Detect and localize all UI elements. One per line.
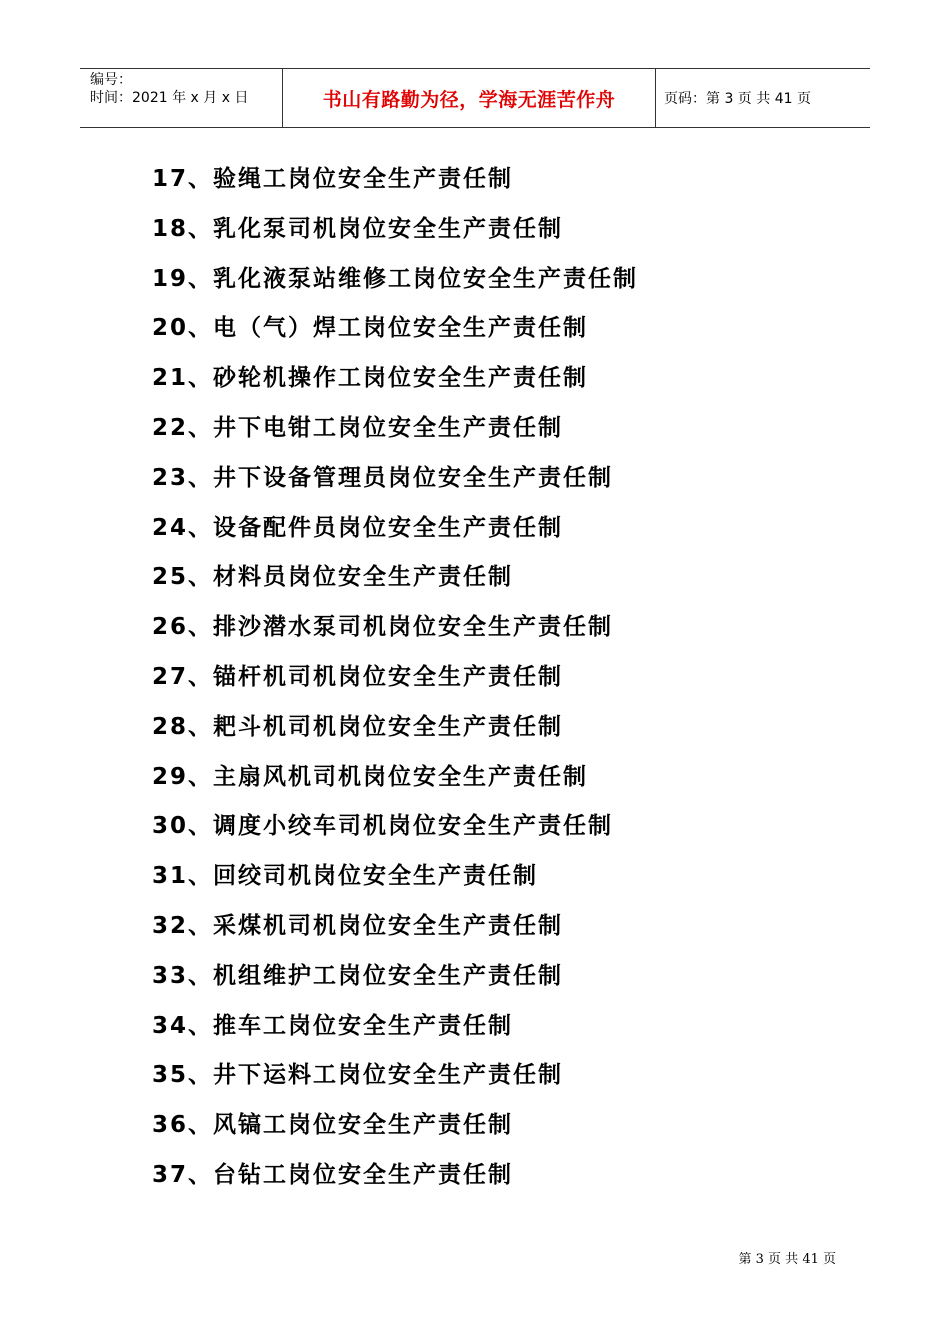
document-time-label: 时间：2021 年 x 月 x 日 xyxy=(90,90,249,106)
list-item: 31、回绞司机岗位安全生产责任制 xyxy=(152,863,539,890)
list-item: 30、调度小绞车司机岗位安全生产责任制 xyxy=(152,813,614,840)
list-item: 20、电（气）焊工岗位安全生产责任制 xyxy=(152,315,589,342)
list-item: 36、风镐工岗位安全生产责任制 xyxy=(152,1112,514,1139)
list-item: 21、砂轮机操作工岗位安全生产责任制 xyxy=(152,365,589,392)
list-item: 17、验绳工岗位安全生产责任制 xyxy=(152,166,514,192)
list-item: 19、乳化液泵站维修工岗位安全生产责任制 xyxy=(152,265,639,292)
list-item: 29、主扇风机司机岗位安全生产责任制 xyxy=(152,763,589,790)
list-item: 37、台钻工岗位安全生产责任制 xyxy=(152,1161,514,1188)
page-header xyxy=(80,68,870,128)
list-item: 23、井下设备管理员岗位安全生产责任制 xyxy=(152,464,614,491)
list-item: 25、材料员岗位安全生产责任制 xyxy=(152,564,514,591)
header-motto-cell xyxy=(282,69,656,127)
list-item: 28、耙斗机司机岗位安全生产责任制 xyxy=(152,713,564,740)
list-item: 18、乳化泵司机岗位安全生产责任制 xyxy=(152,215,564,242)
list-item: 32、采煤机司机岗位安全生产责任制 xyxy=(152,912,564,939)
responsibility-list xyxy=(152,155,638,1201)
page-footer-number: 第 3 页 共 41 页 xyxy=(738,1252,836,1267)
header-meta xyxy=(80,69,282,127)
header-page-info: 页码：第 3 页 共 41 页 xyxy=(664,91,811,107)
document-number-label: 编号： xyxy=(90,72,132,88)
list-item: 22、井下电钳工岗位安全生产责任制 xyxy=(152,414,564,441)
list-item: 35、井下运料工岗位安全生产责任制 xyxy=(152,1062,564,1089)
list-item: 27、锚杆机司机岗位安全生产责任制 xyxy=(152,663,564,690)
list-item: 34、推车工岗位安全生产责任制 xyxy=(152,1012,514,1039)
header-motto: 书山有路勤为径，学海无涯苦作舟 xyxy=(322,88,616,111)
list-item: 33、机组维护工岗位安全生产责任制 xyxy=(152,962,564,989)
list-item: 24、设备配件员岗位安全生产责任制 xyxy=(152,514,564,541)
list-item: 26、排沙潜水泵司机岗位安全生产责任制 xyxy=(152,614,614,641)
header-page-cell xyxy=(656,69,870,127)
